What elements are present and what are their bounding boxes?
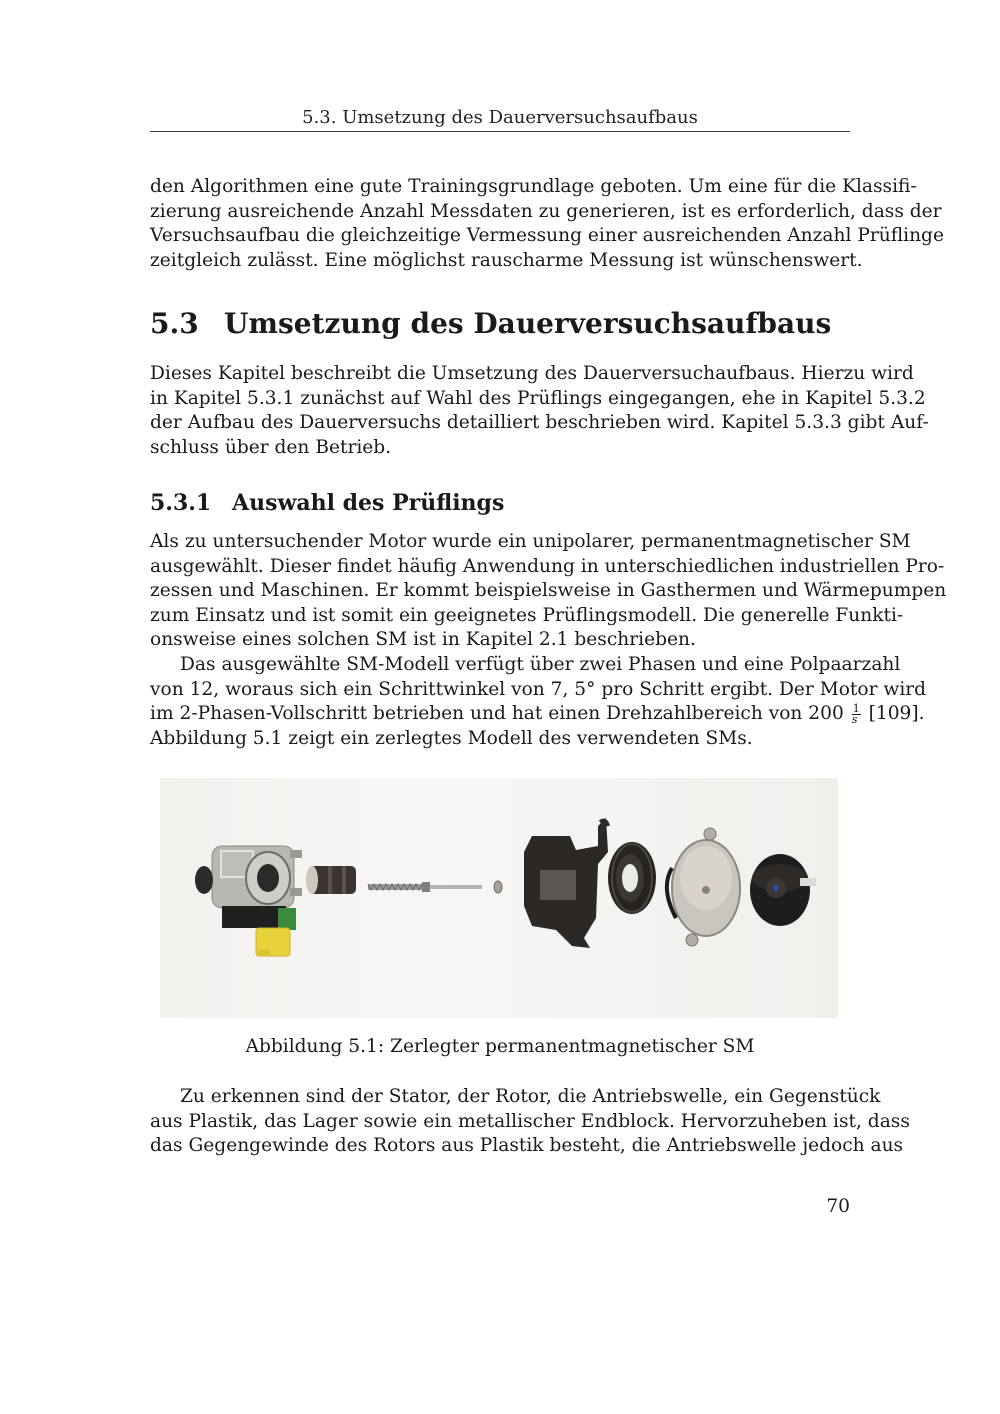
- text-line: Als zu untersuchender Motor wurde ein unipolarer, permanentmagnetischer SM: [150, 531, 911, 552]
- fraction-numerator: 1: [852, 701, 860, 715]
- section-intro-paragraph: [150, 362, 929, 460]
- closing-paragraph: [150, 1085, 910, 1159]
- header-rule: [150, 131, 850, 132]
- fraction: [851, 701, 861, 726]
- text-line: das Gegengewinde des Rotors aus Plastik besteht, die Antriebswelle jedoch aus: [150, 1135, 904, 1157]
- metal-flange: [667, 828, 740, 946]
- text-line: von 12, woraus sich ein Schrittwinkel von 7, 5° pro Schritt ergibt. Der Motor wird: [150, 678, 927, 700]
- running-header: 5.3. Umsetzung des Dauerversuchsaufbaus: [302, 107, 698, 128]
- subsection-number: 5.3.1: [150, 490, 212, 516]
- encoder-housing: [195, 846, 302, 956]
- text-line: Das ausgewählte SM-Modell verfügt über zwei Phasen und eine Polpaarzahl: [180, 654, 901, 675]
- intro-paragraph: [150, 175, 944, 273]
- text-line: der Aufbau des Dauerversuchs detailliert beschrieben wird. Kapitel 5.3.3 gibt Auf-: [150, 412, 929, 434]
- text-line-with-fraction: [150, 701, 925, 727]
- text-line: onsweise eines solchen SM ist in Kapitel 2.1 beschrieben.: [150, 629, 696, 651]
- text-line: Dieses Kapitel beschreibt die Umsetzung des Dauerversuchaufbaus. Hierzu wird: [150, 363, 914, 384]
- page-number: 70: [826, 1196, 850, 1217]
- magnet-ring: [608, 842, 656, 914]
- text-line: zierung ausreichende Anzahl Messdaten zu generieren, ist es erforderlich, dass der: [150, 200, 942, 222]
- subsection-paragraph-1: [150, 530, 947, 653]
- citation: [109].: [868, 703, 925, 725]
- section-heading: [150, 306, 831, 342]
- text-line: den Algorithmen eine gute Trainingsgrundlage geboten. Um eine für die Klassifi-: [150, 176, 917, 197]
- text-segment: im 2-Phasen-Vollschritt betrieben und hat einen Drehzahlbereich von 200: [150, 703, 844, 725]
- coupling-sleeve: [306, 866, 356, 894]
- text-line: Abbildung 5.1 zeigt ein zerlegtes Modell des verwendeten SMs.: [150, 727, 753, 749]
- section-number: 5.3: [150, 307, 199, 340]
- text-line: Versuchsaufbau die gleichzeitige Vermessung einer ausreichenden Anzahl Prüflinge: [150, 225, 944, 247]
- figure-photo: [160, 778, 838, 1018]
- subsection-title: Auswahl des Prüflings: [232, 490, 505, 516]
- subsection-paragraph-2: [150, 653, 927, 751]
- text-line: zeitgleich zulässt. Eine möglichst rauscharme Messung ist wünschenswert.: [150, 249, 863, 271]
- text-line: zessen und Maschinen. Er kommt beispielsweise in Gasthermen und Wärmepumpen: [150, 580, 947, 602]
- fraction-denominator: s: [851, 712, 858, 726]
- figure-caption: Abbildung 5.1: Zerlegter permanentmagnetischer SM: [245, 1036, 755, 1057]
- text-line: zum Einsatz und ist somit ein geeignetes Prüflingsmodell. Die generelle Funkti-: [150, 604, 904, 626]
- text-line: ausgewählt. Dieser findet häufig Anwendung in unterschiedlichen industriellen Pro-: [150, 555, 945, 577]
- drive-shaft: [368, 882, 482, 892]
- end-block: [750, 854, 816, 926]
- section-title: Umsetzung des Dauerversuchsaufbaus: [224, 307, 832, 340]
- disassembled-motor-illustration: [160, 778, 838, 1018]
- text-line: Zu erkennen sind der Stator, der Rotor, die Antriebswelle, ein Gegenstück: [180, 1086, 881, 1107]
- text-line: schluss über den Betrieb.: [150, 436, 392, 458]
- stator-frame: [524, 818, 608, 948]
- subsection-heading: [150, 488, 504, 518]
- washer: [494, 881, 502, 893]
- text-line: aus Plastik, das Lager sowie ein metallischer Endblock. Hervorzuheben ist, dass: [150, 1110, 910, 1132]
- text-line: in Kapitel 5.3.1 zunächst auf Wahl des Prüflings eingegangen, ehe in Kapitel 5.3.2: [150, 387, 926, 409]
